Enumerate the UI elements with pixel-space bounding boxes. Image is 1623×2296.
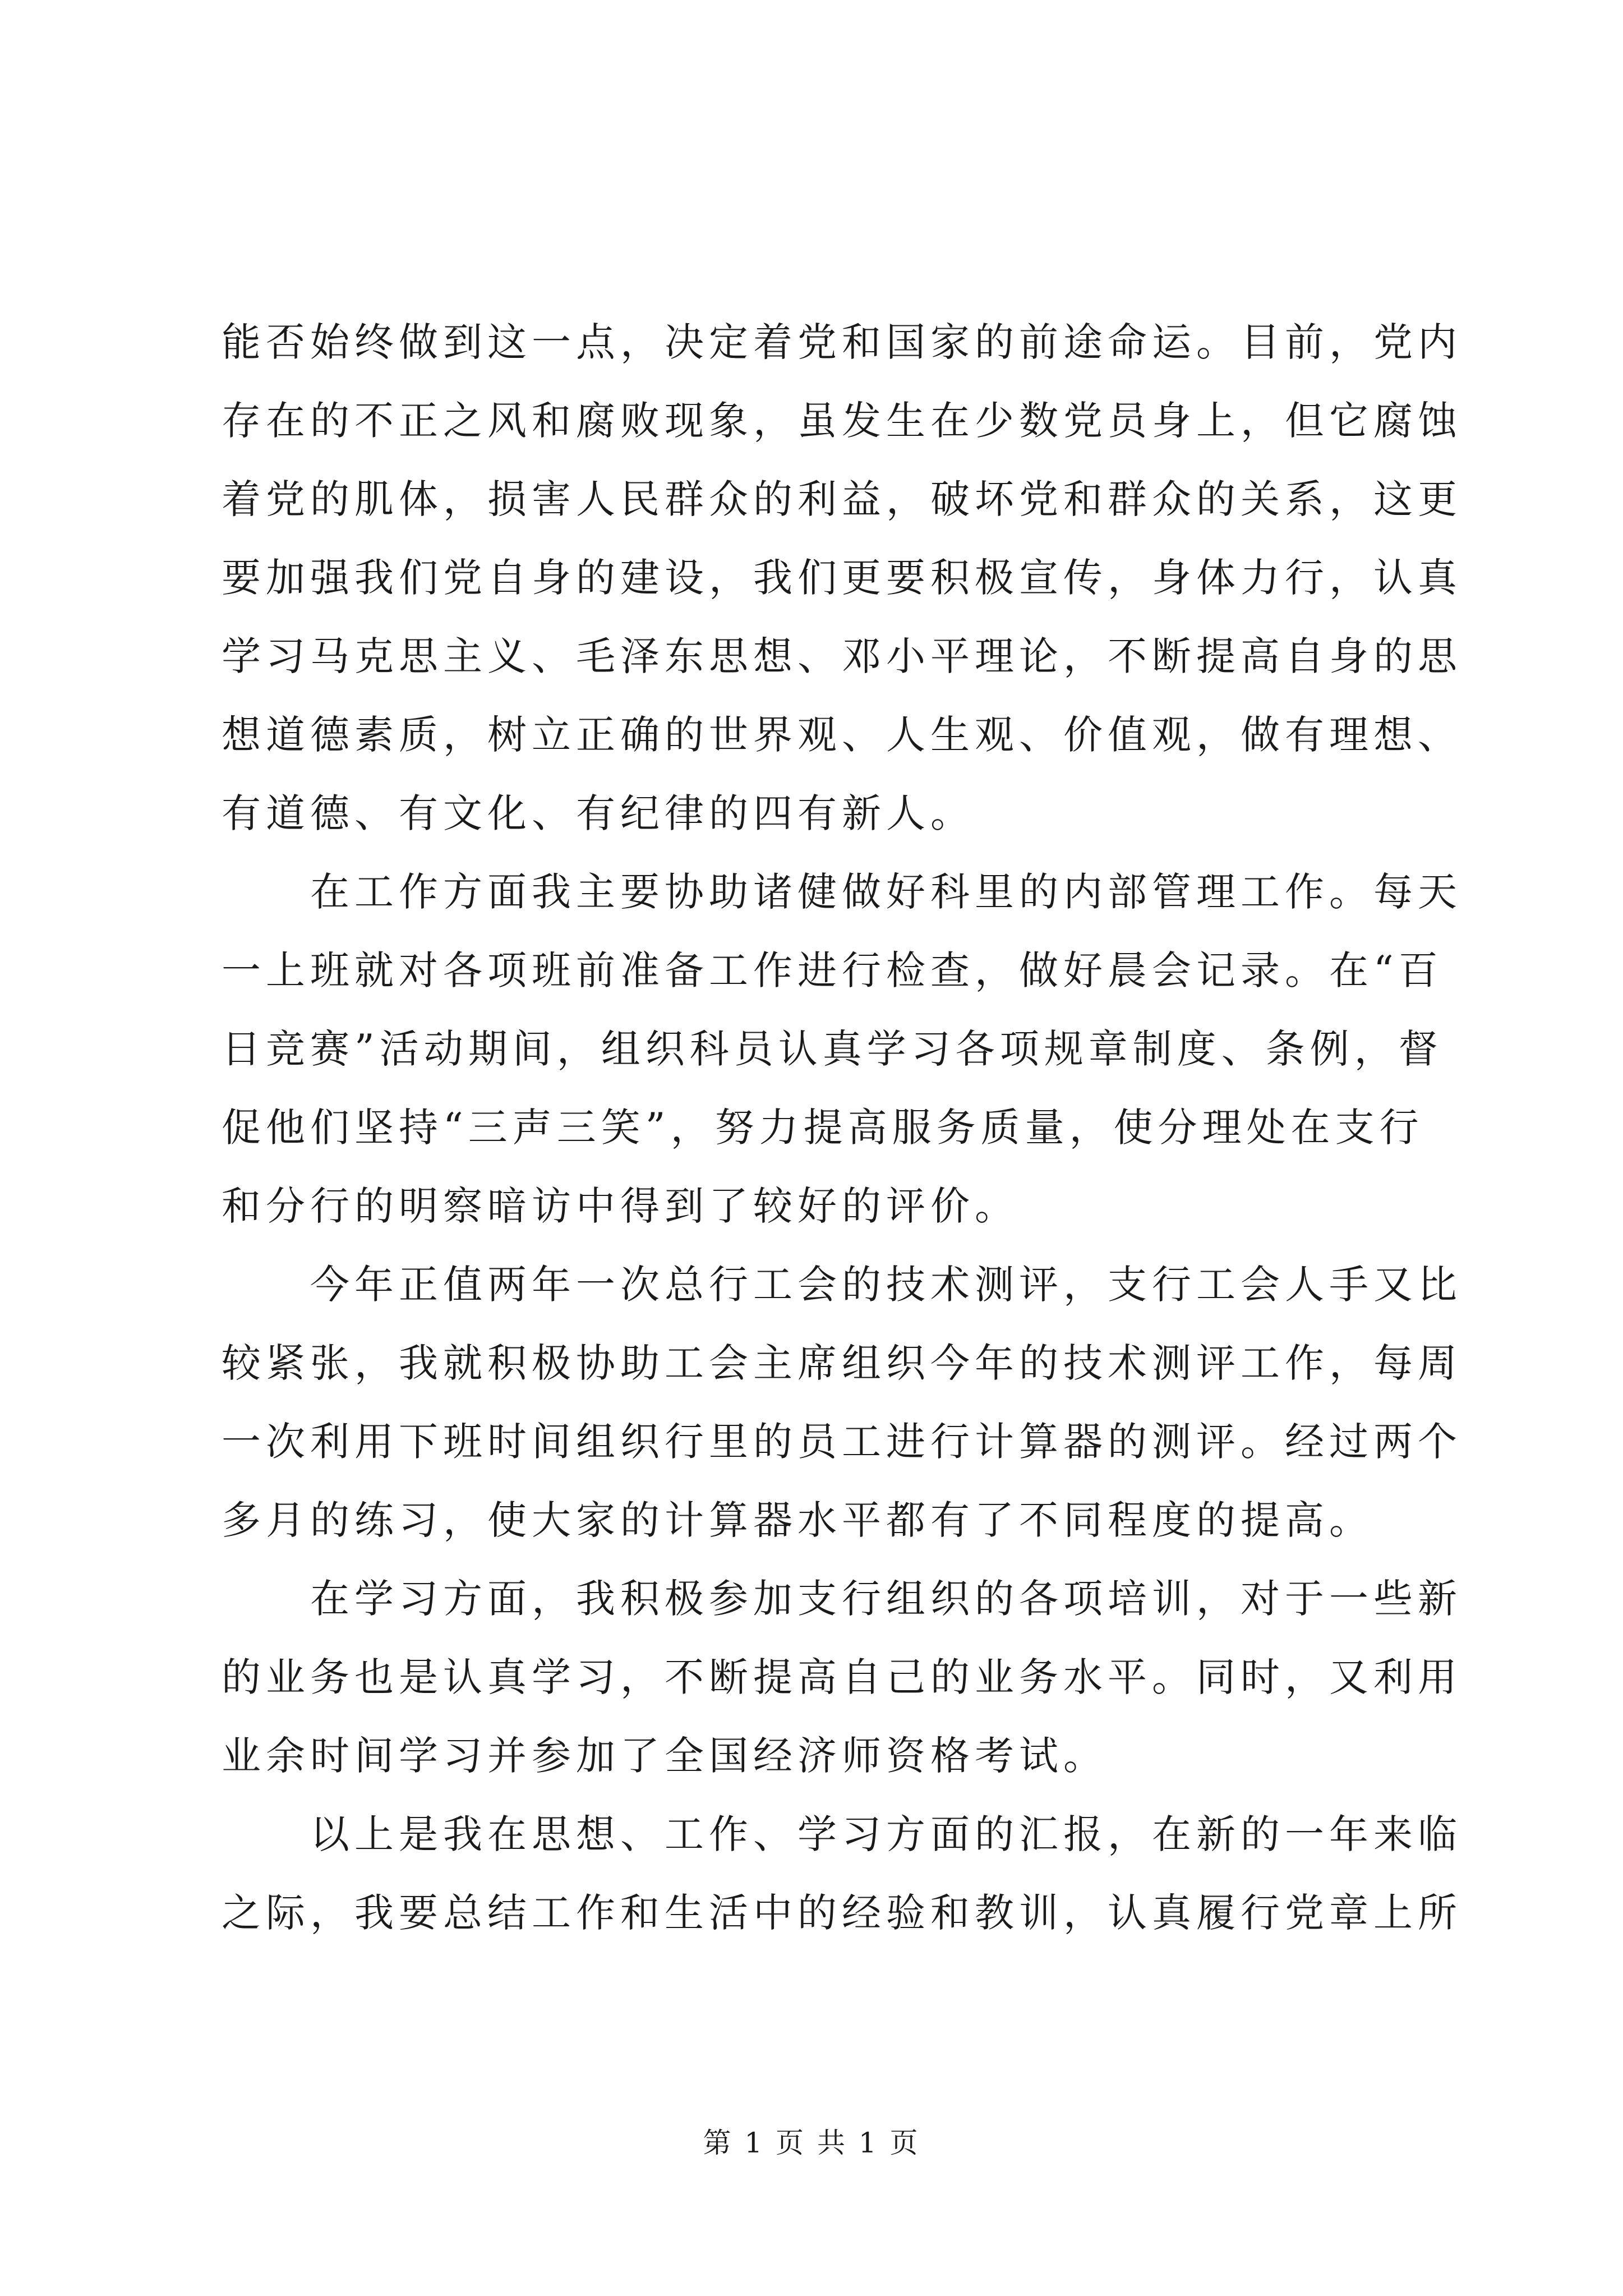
text-line: 较紧张，我就积极协助工会主席组织今年的技术测评工作，每周 [222, 1340, 1462, 1386]
text-line: 有道德、有文化、有纪律的四有新人。 [222, 790, 975, 836]
text-line: 一上班就对各项班前准备工作进行检查，做好晨会记录。在“百 [222, 947, 1443, 993]
text-line: 日竞赛”活动期间，组织科员认真学习各项规章制度、条例，督 [222, 1026, 1443, 1072]
page-footer: 第 1 页 共 1 页 [703, 2127, 920, 2159]
text-line: 之际，我要总结工作和生活中的经验和教训，认真履行党章上所 [222, 1890, 1462, 1936]
text-line: 促他们坚持“三声三笑”，努力提高服务质量，使分理处在支行 [222, 1105, 1424, 1151]
text-line: 要加强我们党自身的建设，我们更要积极宣传，身体力行，认真 [222, 555, 1462, 601]
text-line: 在学习方面，我积极参加支行组织的各项培训，对于一些新 [310, 1576, 1462, 1622]
text-line: 存在的不正之风和腐败现象，虽发生在少数党员身上，但它腐蚀 [222, 398, 1462, 444]
text-line: 和分行的明察暗访中得到了较好的评价。 [222, 1183, 1019, 1229]
text-line: 今年正值两年一次总行工会的技术测评，支行工会人手又比 [310, 1262, 1462, 1308]
text-line: 在工作方面我主要协助诸健做好科里的内部管理工作。每天 [310, 869, 1462, 915]
text-line: 一次利用下班时间组织行里的员工进行计算器的测评。经过两个 [222, 1419, 1462, 1465]
text-line: 能否始终做到这一点，决定着党和国家的前途命运。目前，党内 [222, 319, 1462, 365]
text-line: 想道德素质，树立正确的世界观、人生观、价值观，做有理想、 [222, 712, 1462, 758]
document-body [222, 303, 1462, 1952]
text-line: 以上是我在思想、工作、学习方面的汇报，在新的一年来临 [310, 1811, 1462, 1857]
text-line: 着党的肌体，损害人民群众的利益，破坏党和群众的关系，这更 [222, 476, 1462, 522]
text-line: 业余时间学习并参加了全国经济师资格考试。 [222, 1733, 1108, 1779]
text-line: 多月的练习，使大家的计算器水平都有了不同程度的提高。 [222, 1497, 1373, 1543]
text-line: 学习马克思主义、毛泽东思想、邓小平理论，不断提高自身的思 [222, 633, 1462, 679]
text-line: 的业务也是认真学习，不断提高自己的业务水平。同时，又利用 [222, 1654, 1462, 1700]
